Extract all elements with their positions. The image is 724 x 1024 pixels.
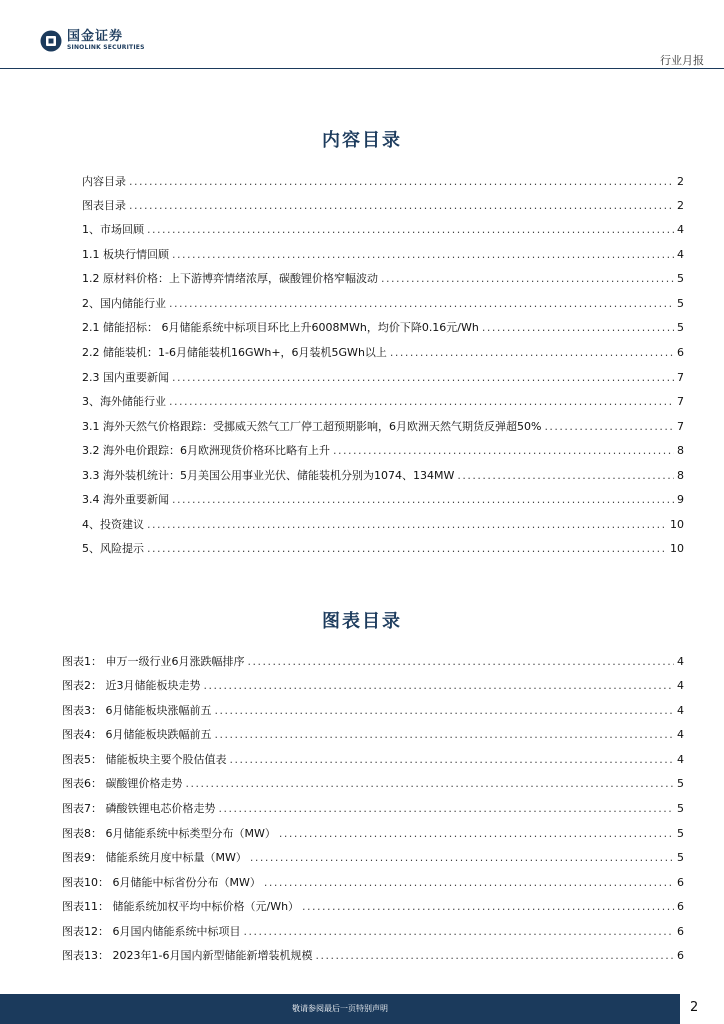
toc-entry-page: 4 <box>677 223 684 236</box>
figure-entry-label: 图表8： 6月储能系统中标类型分布（MW） <box>62 827 276 840</box>
toc-entry-label: 1、市场回顾 <box>82 223 144 236</box>
toc-entry[interactable] <box>82 197 684 213</box>
toc-entry[interactable] <box>82 540 684 556</box>
toc-entry-label: 3.1 海外天然气价格跟踪：受挪威天然气工厂停工超预期影响，6月欧洲天然气期货反弹超50% <box>82 420 542 433</box>
figure-entry-page: 5 <box>677 851 684 864</box>
dot-leader <box>315 949 674 962</box>
figure-entry-page: 6 <box>677 900 684 913</box>
toc-entry-label: 2.3 国内重要新闻 <box>82 371 169 384</box>
figure-entry-label: 图表2： 近3月储能板块走势 <box>62 679 201 692</box>
dot-leader <box>250 851 674 864</box>
toc-entry[interactable] <box>82 295 684 311</box>
figure-entry-page: 5 <box>677 777 684 790</box>
figure-entry-label: 图表5： 储能板块主要个股估值表 <box>62 753 227 766</box>
figure-entry-label: 图表7： 磷酸铁锂电芯价格走势 <box>62 802 216 815</box>
dot-leader <box>147 518 667 531</box>
dot-leader <box>302 900 674 913</box>
dot-leader <box>172 493 674 506</box>
sinolink-logo-icon <box>40 30 62 52</box>
figure-entry[interactable] <box>62 702 684 718</box>
toc-entry-page: 8 <box>677 469 684 482</box>
dot-leader <box>333 444 674 457</box>
toc-entry-page: 7 <box>677 395 684 408</box>
toc-entry-label: 5、风险提示 <box>82 542 144 555</box>
figure-entry-label: 图表6： 碳酸锂价格走势 <box>62 777 183 790</box>
page-footer <box>0 994 724 1024</box>
toc-entry-page: 5 <box>677 321 684 334</box>
toc-entry[interactable] <box>82 221 684 237</box>
dot-leader <box>390 346 674 359</box>
toc-entry-label: 1.1 板块行情回顾 <box>82 248 169 261</box>
figure-entry-page: 5 <box>677 827 684 840</box>
toc-entry[interactable] <box>82 319 684 335</box>
page-header <box>0 0 724 70</box>
toc-entry[interactable] <box>82 344 684 360</box>
dot-leader <box>215 704 675 717</box>
figure-entry-label: 图表12： 6月国内储能系统中标项目 <box>62 925 241 938</box>
figure-entry[interactable] <box>62 947 684 963</box>
figure-entry-label: 图表4： 6月储能板块跌幅前五 <box>62 728 212 741</box>
figure-entry[interactable] <box>62 800 684 816</box>
toc-entry[interactable] <box>82 393 684 409</box>
logo-english-name: SINOLINK SECURITIES <box>67 44 145 51</box>
dot-leader <box>147 223 674 236</box>
dot-leader <box>169 395 674 408</box>
dot-leader <box>244 925 675 938</box>
page-number: 2 <box>690 1000 699 1015</box>
toc-entry-label: 2.2 储能装机：1-6月储能装机16GWh+，6月装机5GWh以上 <box>82 346 387 359</box>
figure-entry-label: 图表3： 6月储能板块涨幅前五 <box>62 704 212 717</box>
dot-leader <box>264 876 674 889</box>
toc-entry-page: 10 <box>670 518 684 531</box>
toc-entry-label: 3.2 海外电价跟踪：6月欧洲现货价格环比略有上升 <box>82 444 330 457</box>
figure-entry-page: 4 <box>677 704 684 717</box>
figure-entry-page: 4 <box>677 728 684 741</box>
figure-entry[interactable] <box>62 898 684 914</box>
toc-entry-page: 9 <box>677 493 684 506</box>
dot-leader <box>215 728 675 741</box>
figure-entry[interactable] <box>62 653 684 669</box>
figure-entry-page: 4 <box>677 655 684 668</box>
toc-entry-page: 7 <box>677 371 684 384</box>
dot-leader <box>129 175 674 188</box>
figure-entry-page: 6 <box>677 925 684 938</box>
figure-entry-page: 5 <box>677 802 684 815</box>
dot-leader <box>204 679 675 692</box>
figure-entry[interactable] <box>62 874 684 890</box>
company-logo <box>40 30 145 52</box>
footer-disclaimer: 敬请参阅最后一页特别声明 <box>292 1004 388 1013</box>
dot-leader <box>457 469 674 482</box>
figure-entry[interactable] <box>62 677 684 693</box>
toc-entry[interactable] <box>82 369 684 385</box>
figure-entry[interactable] <box>62 923 684 939</box>
dot-leader <box>381 272 674 285</box>
figure-entry-page: 6 <box>677 949 684 962</box>
toc-entry-label: 3、海外储能行业 <box>82 395 166 408</box>
toc-entry-page: 10 <box>670 542 684 555</box>
figure-entry-page: 4 <box>677 679 684 692</box>
dot-leader <box>230 753 675 766</box>
header-divider <box>0 68 724 69</box>
figure-entry-label: 图表10： 6月储能中标省份分布（MW） <box>62 876 261 889</box>
contents-title: 内容目录 <box>322 130 402 151</box>
toc-entry-label: 2、国内储能行业 <box>82 297 166 310</box>
footer-bar <box>0 994 680 1024</box>
figure-entry-label: 图表1： 申万一级行业6月涨跌幅排序 <box>62 655 245 668</box>
dot-leader <box>169 297 674 310</box>
dot-leader <box>248 655 675 668</box>
toc-entry-page: 5 <box>677 297 684 310</box>
toc-entry-label: 内容目录 <box>82 175 126 188</box>
dot-leader <box>186 777 675 790</box>
dot-leader <box>172 371 674 384</box>
toc-entry-label: 1.2 原材料价格：上下游博弈情绪浓厚，碳酸锂价格窄幅波动 <box>82 272 378 285</box>
toc-entry-page: 7 <box>677 420 684 433</box>
toc-entry-page: 2 <box>677 175 684 188</box>
toc-entry-page: 8 <box>677 444 684 457</box>
toc-entry[interactable] <box>82 173 684 189</box>
toc-entry-label: 3.3 海外装机统计：5月美国公用事业光伏、储能装机分别为1074、134MW <box>82 469 455 482</box>
dot-leader <box>129 199 674 212</box>
dot-leader <box>172 248 674 261</box>
logo-chinese-name: 国金证券 <box>67 29 124 44</box>
toc-entry-page: 6 <box>677 346 684 359</box>
toc-entry[interactable] <box>82 491 684 507</box>
toc-entry-label: 3.4 海外重要新闻 <box>82 493 169 506</box>
figure-entry[interactable] <box>62 849 684 865</box>
toc-entry[interactable] <box>82 246 684 262</box>
toc-entry[interactable] <box>82 467 684 483</box>
toc-entry-label: 4、投资建议 <box>82 518 144 531</box>
toc-entry[interactable] <box>82 418 684 434</box>
toc-entry-page: 5 <box>677 272 684 285</box>
dot-leader <box>544 420 674 433</box>
toc-entry-label: 图表目录 <box>82 199 126 212</box>
dot-leader <box>147 542 667 555</box>
dot-leader <box>219 802 675 815</box>
report-type-label: 行业月报 <box>660 54 704 67</box>
figure-entry[interactable] <box>62 751 684 767</box>
figure-entry-page: 4 <box>677 753 684 766</box>
dot-leader <box>279 827 674 840</box>
figure-entry[interactable] <box>62 825 684 841</box>
figure-entry-label: 图表13： 2023年1-6月国内新型储能新增装机规模 <box>62 949 313 962</box>
toc-entry-page: 4 <box>677 248 684 261</box>
toc-entry[interactable] <box>82 270 684 286</box>
toc-entry[interactable] <box>82 442 684 458</box>
toc-entry[interactable] <box>82 516 684 532</box>
toc-entry-page: 2 <box>677 199 684 212</box>
toc-entry-label: 2.1 储能招标： 6月储能系统中标项目环比上升6008MWh，均价下降0.16元/Wh <box>82 321 479 334</box>
figure-entry-label: 图表11： 储能系统加权平均中标价格（元/Wh） <box>62 900 300 913</box>
dot-leader <box>482 321 674 334</box>
figure-entry-page: 6 <box>677 876 684 889</box>
figure-entry[interactable] <box>62 775 684 791</box>
figure-entry[interactable] <box>62 726 684 742</box>
figure-entry-label: 图表9： 储能系统月度中标量（MW） <box>62 851 247 864</box>
figures-title: 图表目录 <box>322 611 402 632</box>
